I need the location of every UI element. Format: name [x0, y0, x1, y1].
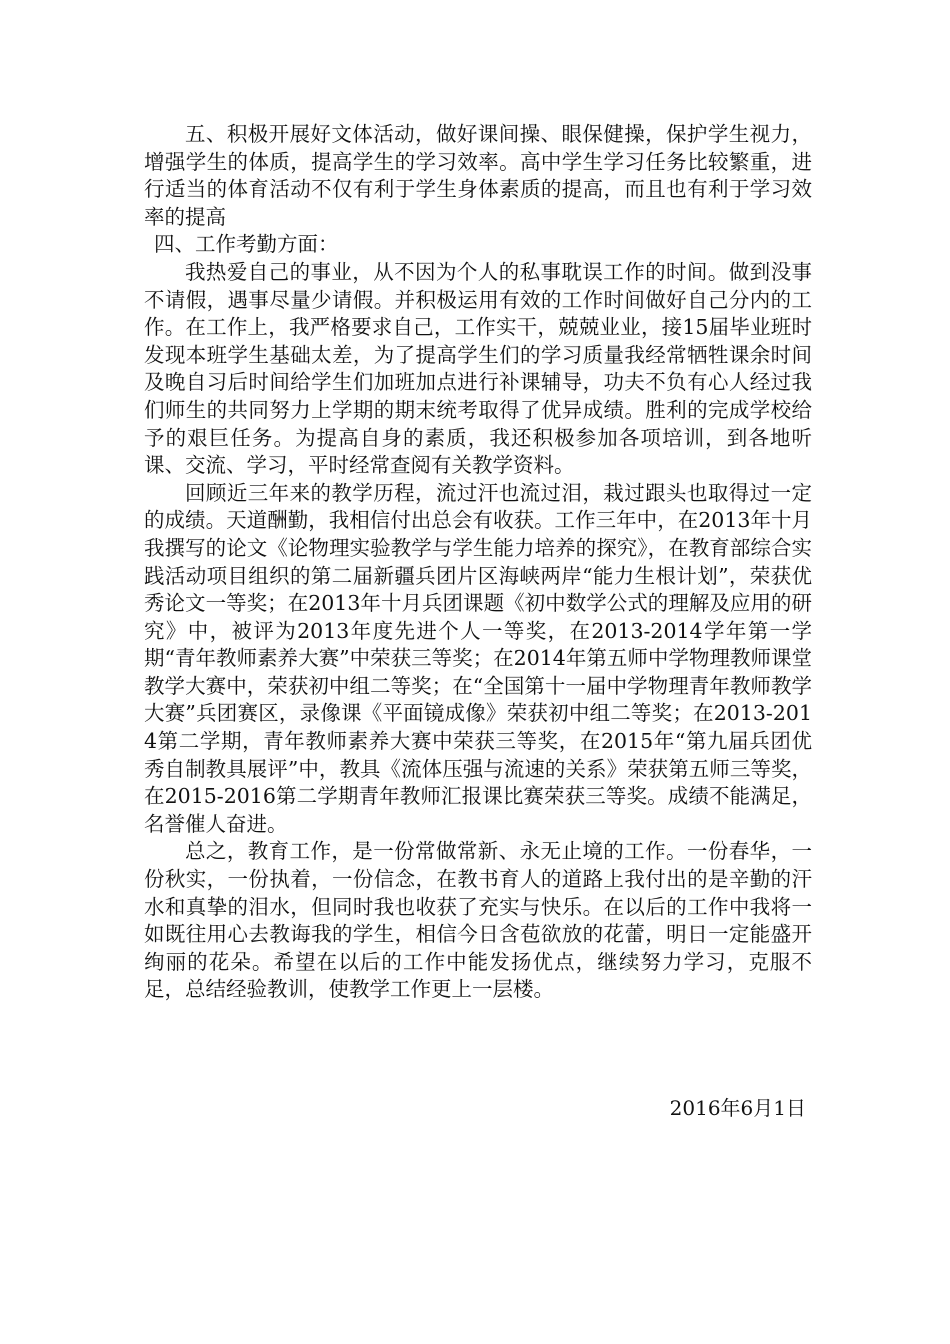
document-body: [144, 121, 812, 1004]
section-heading-attendance: 四、工作考勤方面：: [154, 232, 339, 257]
paragraph-achievements: 回顾近三年来的教学历程，流过汗也流过泪，栽过跟头也取得过一定的成绩。天道酬勤，我相信付出总会有收获。工作三年中，在2013年十月我撰写的论文《论物理实验教学与学生能力培养的探究》，在教育部综合实践活动项目组织的第二届新疆兵团片区海峡两岸“能力生根计划”，荣获优秀论文一等奖；在2013年十月兵团课题《初中数学公式的理解及应用的研究》中，被评为2013年度先进个人一等奖，在2013-2014学年第一学期“青年教师素养大赛”中荣获三等奖；在2014年第五师中学物理教师课堂教学大赛中，荣获初中组二等奖；在“全国第十一届中学物理青年教师教学大赛”兵团赛区，录像课《平面镜成像》荣获初中组二等奖；在2013-2014第二学期，青年教师素养大赛中荣获三等奖，在2015年“第九届兵团优秀自制教具展评”中，教具《流体压强与流速的关系》荣获第五师三等奖，在2015-2016第二学期青年教师汇报课比赛荣获三等奖。成绩不能满足，名誉催人奋进。: [144, 480, 812, 836]
document-date: 2016年6月1日: [669, 1096, 806, 1120]
paragraph-attendance: 我热爱自己的事业，从不因为个人的私事耽误工作的时间。做到没事不请假，遇事尽量少请假。并积极运用有效的工作时间做好自己分内的工作。在工作上，我严格要求自己，工作实干，兢兢业业，接15届毕业班时发现本班学生基础太差，为了提高学生们的学习质量我经常牺牲课余时间及晚自习后时间给学生们加班加点进行补课辅导，功夫不负有心人经过我们师生的共同努力上学期的期末统考取得了优异成绩。胜利的完成学校给予的艰巨任务。为提高自身的素质，我还积极参加各项培训，到各地听课、交流、学习，平时经常查阅有关教学资料。: [144, 259, 812, 478]
paragraph-conclusion: 总之，教育工作，是一份常做常新、永无止境的工作。一份春华，一份秋实，一份执着，一份信念，在教书育人的道路上我付出的是辛勤的汗水和真挚的泪水，但同时我也收获了充实与快乐。在以后的工作中我将一如既往用心去教诲我的学生，相信今日含苞欲放的花蕾，明日一定能盛开绚丽的花朵。希望在以后的工作中能发扬优点，继续努力学习，克服不足，总结经验教训，使教学工作更上一层楼。: [144, 839, 812, 1002]
paragraph-activities: 五、积极开展好文体活动，做好课间操、眼保健操，保护学生视力，增强学生的体质，提高学生的学习效率。高中学生学习任务比较繁重，进行适当的体育活动不仅有利于学生身体素质的提高，而且也有利于学习效率的提高: [144, 122, 812, 229]
